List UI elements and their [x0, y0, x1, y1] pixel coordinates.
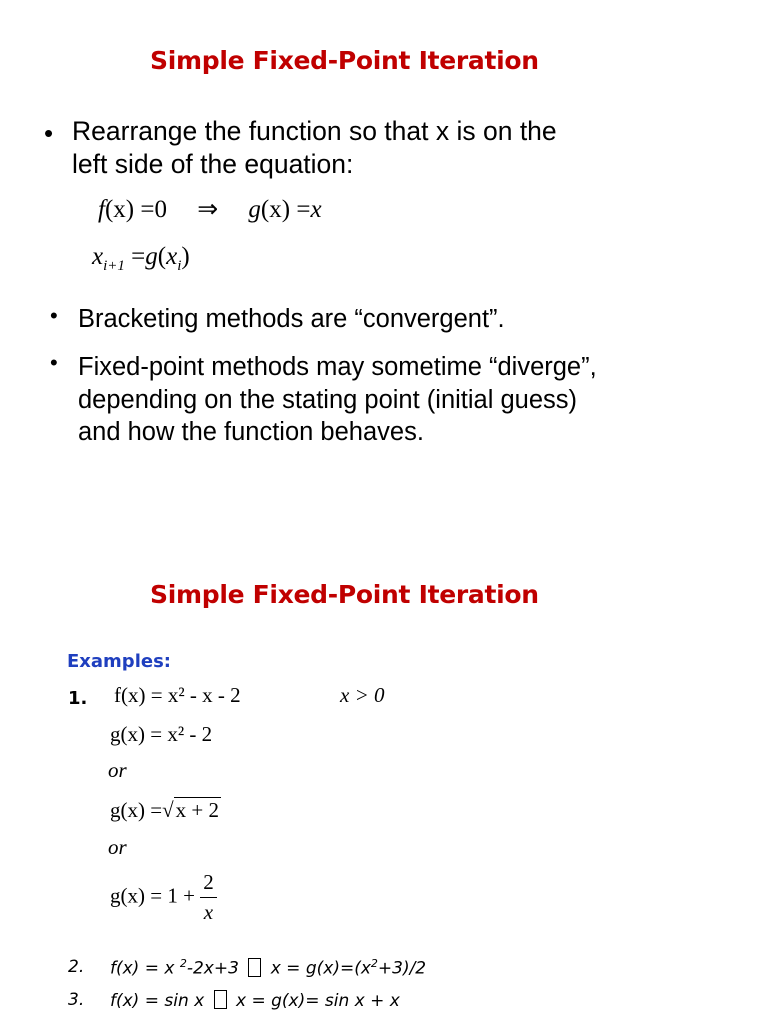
- eq2-x: x: [92, 243, 104, 270]
- eq2-x2: x: [166, 243, 178, 270]
- eq1-rhs-x: x: [310, 196, 322, 223]
- example2-number: 2.: [68, 957, 85, 977]
- example2-sup2: 2: [370, 957, 378, 970]
- example3-text: [110, 990, 400, 1011]
- example2-part1: f(x) = x: [110, 958, 180, 979]
- example1-or1: or: [108, 758, 127, 782]
- example2-sup1: 2: [179, 957, 187, 970]
- example3-part1: f(x) = sin x: [110, 991, 205, 1011]
- eq1-g: g: [248, 196, 261, 223]
- bullet-marker: •: [50, 303, 58, 328]
- example1-g2-radicand: x + 2: [175, 798, 219, 822]
- example1-g3: [110, 870, 217, 925]
- example1-g3-prefix: g(x) = 1 +: [110, 883, 195, 908]
- example1-g2-prefix: g(x) =: [110, 798, 163, 822]
- eq2-open-paren: (: [157, 243, 167, 270]
- example3-number: 3.: [68, 990, 85, 1010]
- sqrt-icon: √: [162, 798, 174, 822]
- implies-arrow-icon: ⇒: [197, 196, 219, 223]
- equation-fx-to-gx: [98, 194, 322, 224]
- example1-f: f(x) = x² - x - 2: [114, 683, 241, 707]
- slide1-title: Simple Fixed-Point Iteration: [150, 46, 539, 75]
- bullet1-text: [72, 115, 557, 181]
- example2-part2: -2x+3: [186, 958, 239, 979]
- bullet1-line2: left side of the equation:: [72, 149, 354, 179]
- eq2-g: g: [145, 243, 158, 270]
- eq1-equals-zero: =0: [140, 196, 167, 223]
- bullet3-line3: and how the function behaves.: [78, 418, 424, 446]
- example1-g1: g(x) = x² - 2: [110, 722, 213, 746]
- equation-iteration: [92, 243, 190, 275]
- missing-glyph-icon: [248, 958, 261, 977]
- eq2-close-paren: ): [181, 243, 190, 270]
- example1-condition: x > 0: [340, 683, 385, 707]
- slide2-title: Simple Fixed-Point Iteration: [150, 580, 539, 609]
- bullet-marker: •: [44, 118, 54, 148]
- missing-glyph-icon: [214, 990, 227, 1009]
- bullet1-line1: Rearrange the function so that x is on the: [72, 116, 557, 146]
- bullet3-text: [78, 351, 597, 449]
- example1-or2: or: [108, 835, 127, 859]
- example2-text: [110, 957, 426, 979]
- fraction-numerator: 2: [203, 870, 214, 894]
- fraction: [200, 870, 217, 925]
- eq1-g-arg: (x): [260, 196, 291, 223]
- eq2-equals: =: [131, 243, 146, 270]
- fraction-denominator: x: [200, 897, 217, 925]
- bullet3-line2: depending on the stating point (initial guess): [78, 385, 578, 414]
- example2-part3: x = g(x)=(x: [270, 958, 371, 979]
- examples-label: Examples:: [67, 651, 171, 672]
- example2-part4: +3)/2: [377, 958, 427, 979]
- eq2-sub-lhs: i+1: [103, 258, 125, 274]
- eq2-sub-rhs: i: [177, 258, 182, 274]
- bullet2-text: Bracketing methods are “convergent”.: [78, 305, 505, 333]
- eq1-rhs-equals: =: [296, 196, 311, 223]
- bullet3-line1: Fixed-point methods may sometime “diverge”,: [78, 353, 597, 381]
- example1-number: 1.: [68, 688, 88, 709]
- bullet-marker: •: [50, 350, 58, 375]
- example3-part2: x = g(x)= sin x + x: [236, 991, 400, 1011]
- example1-g2: [110, 798, 221, 823]
- eq1-f: f: [98, 196, 105, 223]
- eq1-f-arg: (x): [104, 196, 135, 223]
